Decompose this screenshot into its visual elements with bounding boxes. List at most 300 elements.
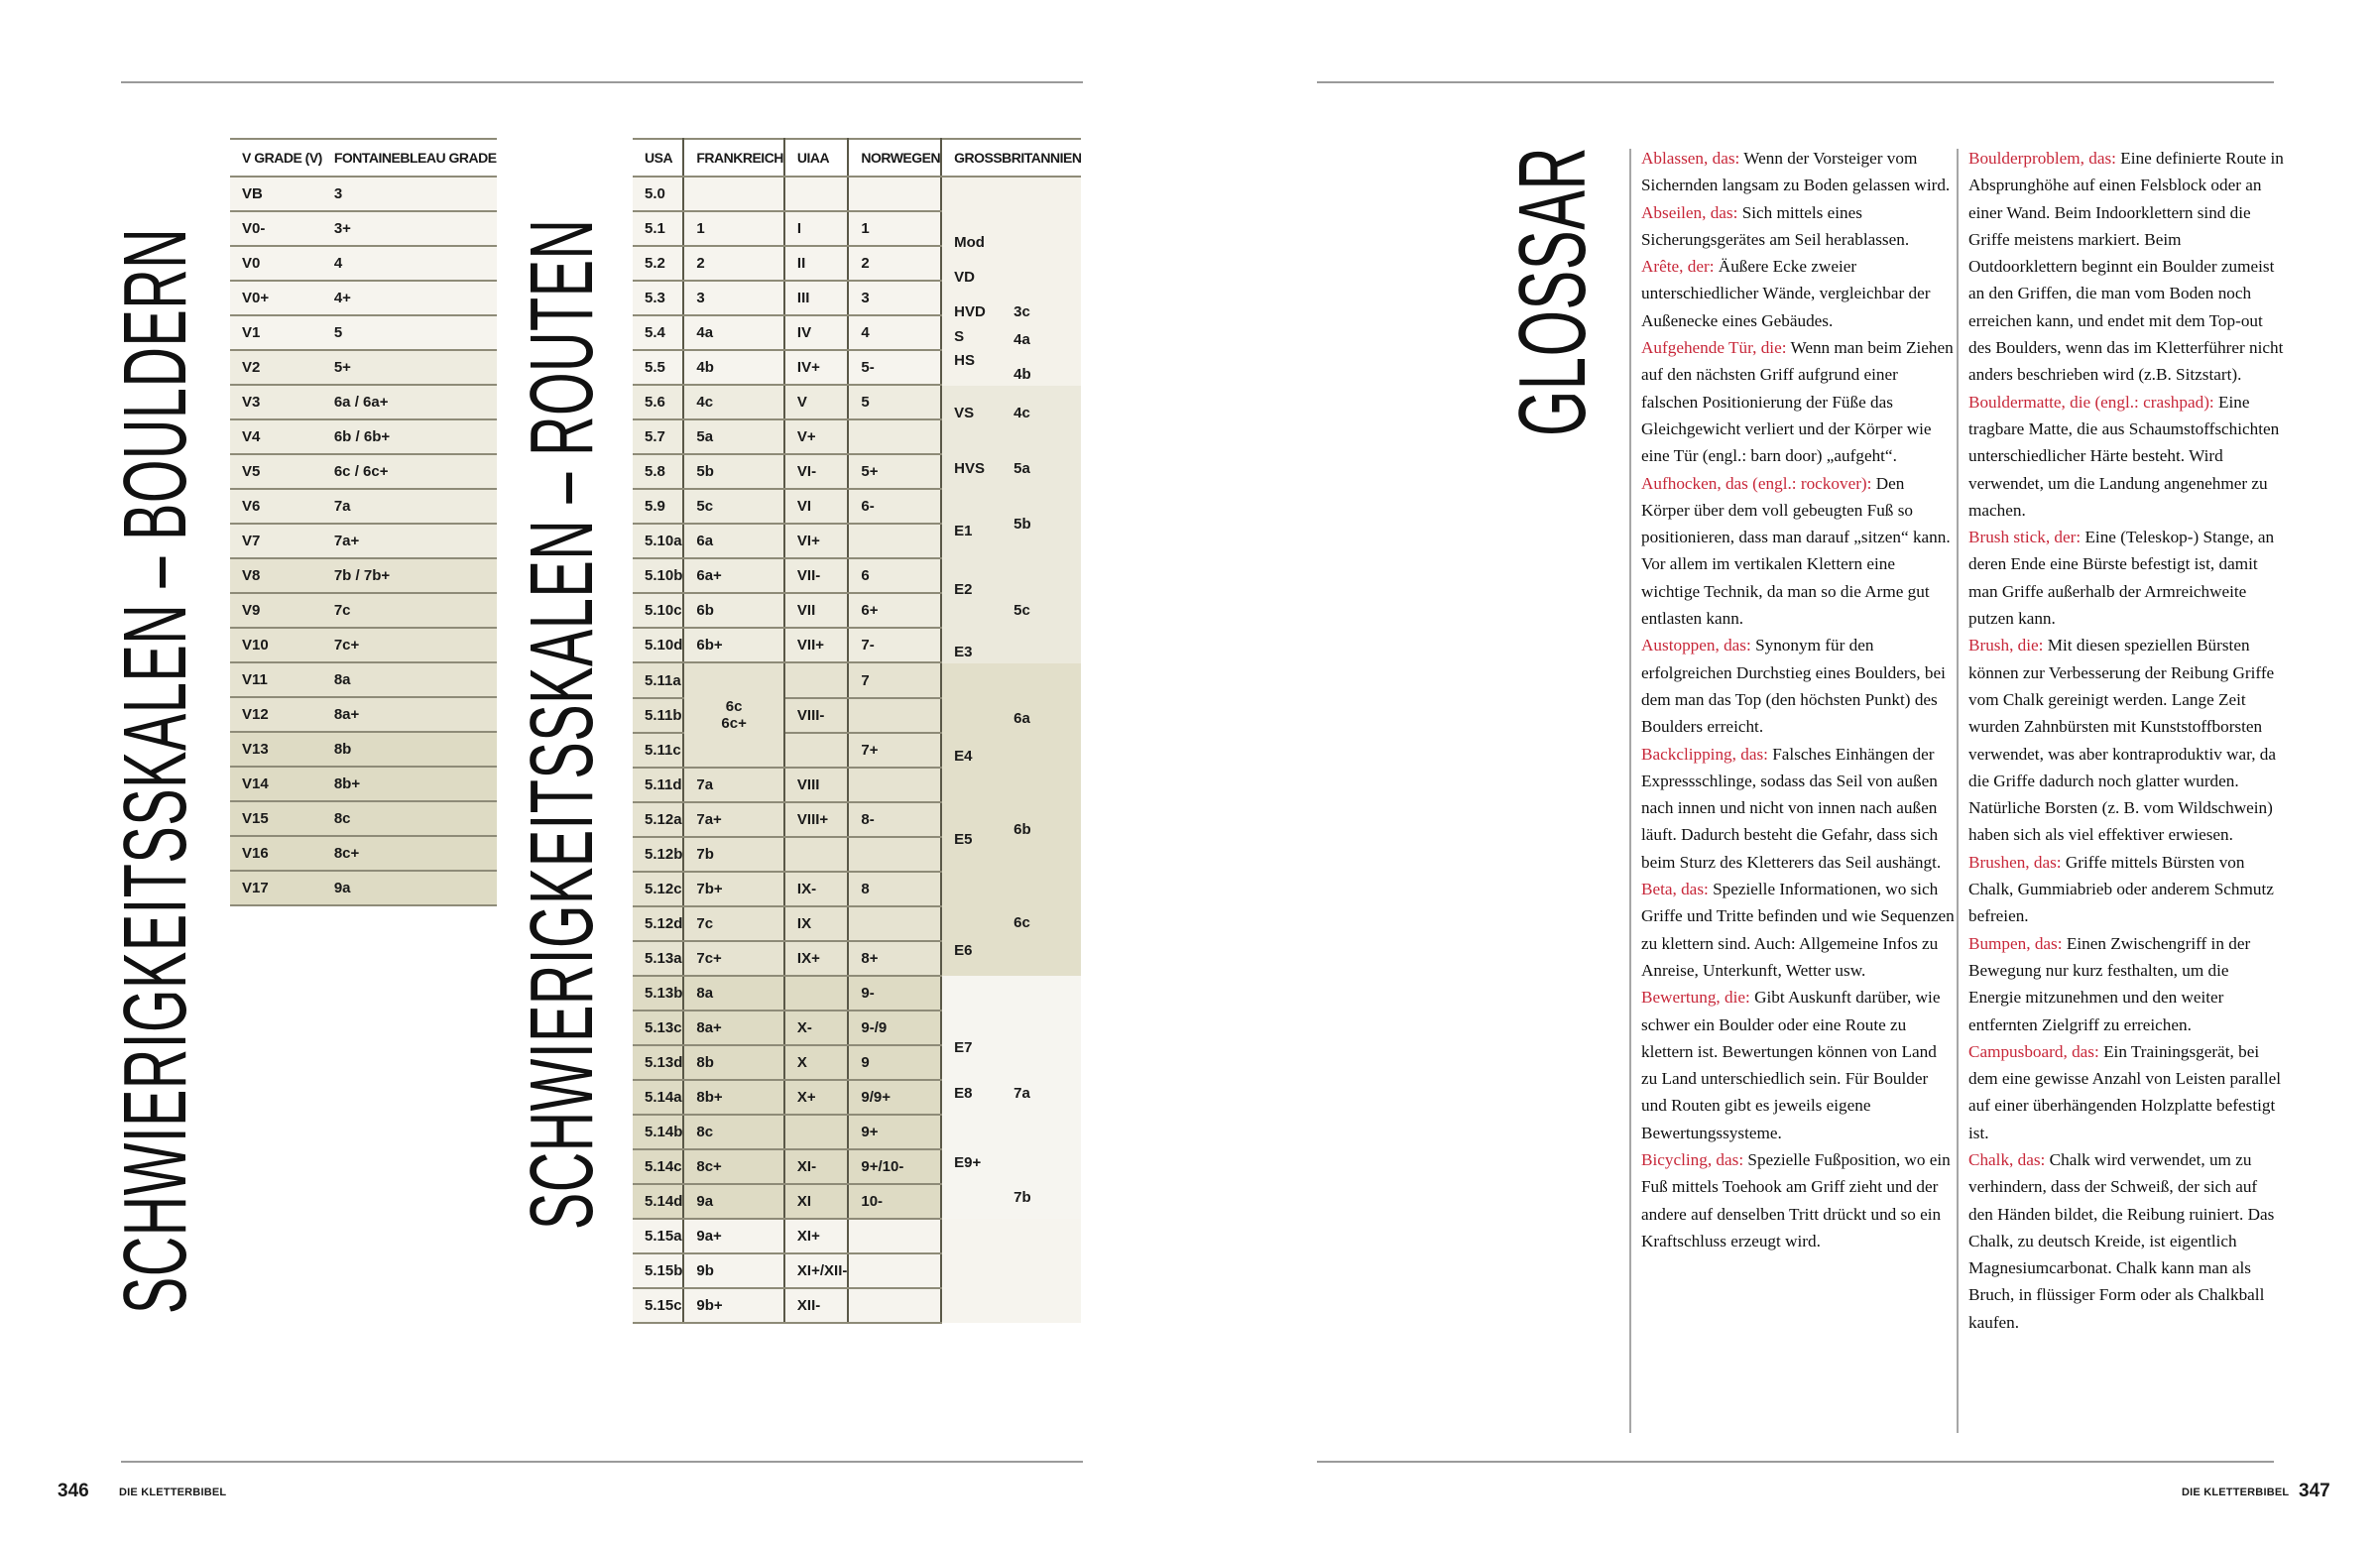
gb-technical-grade: 6b (1013, 820, 1031, 838)
uiaa-cell: IV+ (784, 350, 848, 385)
usa-cell: 5.14d (633, 1184, 683, 1219)
norwegen-cell: 9-/9 (848, 1011, 941, 1045)
gb-adjectival-grade: E7 (954, 1039, 973, 1056)
uiaa-cell (784, 177, 848, 211)
fontainebleau-cell: 5+ (322, 350, 497, 385)
fontainebleau-cell: 4 (322, 246, 497, 281)
glossary-definition: Eine (Teleskop-) Stange, an deren Ende eine Bürste befestigt ist, damit man Griffe außerhalb der Armreichweite putzen kann. (1968, 528, 2275, 629)
glossary-term: Brush, die: (1968, 636, 2044, 655)
frankreich-cell: 4c (683, 385, 784, 419)
glossary-definition: Chalk wird verwendet, um zu verhindern, dass der Schweiß, der sich auf den Händen bildet, die Reibung ruiniert. Das Chalk, zu deutsch Kreide, ist eigentlich Magnesiumcarbonat. Chalk kann man als Bruch, in flüssiger Form oder als Chalkball kaufen. (1968, 1149, 2275, 1332)
glossary-definition: Wenn der Vorsteiger vom Sichernden langsam zu Boden gelassen wird. (1641, 149, 1951, 195)
usa-cell: 5.11b (633, 698, 683, 733)
glossary-term: Arête, der: (1641, 257, 1715, 277)
usa-cell: 5.6 (633, 385, 683, 419)
glossary-definition: Griffe mittels Bürsten von Chalk, Gummiabrieb oder anderem Schmutz befreien. (1968, 852, 2274, 926)
glossary-term: Aufhocken, das (engl.: rockover): (1641, 473, 1872, 493)
glossary-column-2 (1968, 145, 2284, 1336)
norwegen-cell (848, 906, 941, 941)
v-grade-cell: V9 (230, 593, 322, 628)
boulder-table-row (230, 419, 497, 454)
frankreich-cell: 8a+ (683, 1011, 784, 1045)
fontainebleau-cell: 6c / 6c+ (322, 454, 497, 489)
boulder-table-row (230, 836, 497, 871)
frankreich-cell: 3 (683, 281, 784, 315)
boulder-table-row (230, 524, 497, 558)
uiaa-cell: VI- (784, 454, 848, 489)
norwegen-cell: 5 (848, 385, 941, 419)
glossary-entry (1968, 849, 2284, 930)
v-grade-cell: V8 (230, 558, 322, 593)
glossary-term: Bicycling, das: (1641, 1149, 1744, 1169)
boulder-table-row (230, 385, 497, 419)
norwegen-cell (848, 837, 941, 872)
frankreich-cell: 7a (683, 768, 784, 802)
norwegen-cell (848, 1288, 941, 1323)
frankreich-cell: 4b (683, 350, 784, 385)
v-grade-cell: V15 (230, 801, 322, 836)
usa-cell: 5.12b (633, 837, 683, 872)
glossary-entry (1641, 984, 1957, 1146)
frankreich-cell: 7b+ (683, 872, 784, 906)
boulder-grade-table (230, 138, 497, 906)
v-grade-cell: V7 (230, 524, 322, 558)
uiaa-cell: XII- (784, 1288, 848, 1323)
glossary-term: Brushen, das: (1968, 852, 2062, 872)
uiaa-cell: XI- (784, 1149, 848, 1184)
frankreich-cell: 7c (683, 906, 784, 941)
glossary-definition: Spezielle Fußposition, wo ein Fuß mittels Toehook am Griff zieht und der andere auf denselben Tritt drückt und so ein Kraftschluss erzeugt wird. (1641, 1149, 1951, 1250)
v-grade-cell: VB (230, 177, 322, 211)
glossary-definition: Falsches Einhängen der Expressschlinge, sodass das Seil von außen nach innen und nicht von innen nach außen läuft. Dadurch besteht die Gefahr, dass sich beim Sturz des Kletterers das Seil aushängt. (1641, 744, 1942, 872)
norwegen-cell: 9+ (848, 1115, 941, 1149)
usa-cell: 5.13a (633, 941, 683, 976)
gb-technical-grade: 4c (1013, 404, 1030, 421)
top-rule-right (1317, 81, 2274, 83)
route-header-row (633, 139, 1081, 177)
glossary-entry (1968, 1038, 2284, 1146)
glossary-entry (1641, 632, 1957, 740)
uiaa-cell: IX- (784, 872, 848, 906)
usa-cell: 5.12c (633, 872, 683, 906)
norwegen-cell: 9 (848, 1045, 941, 1080)
boulder-table-row (230, 246, 497, 281)
glossary-definition: Den Körper über dem voll gebeugten Fuß so positionieren, dass man darauf „sitzen“ kann. Vor allem im vertikalen Klettern eine wichtige Technik, da man so die Arme gut entlasten kann. (1641, 473, 1951, 629)
norwegen-cell: 5+ (848, 454, 941, 489)
fontainebleau-cell: 6a / 6a+ (322, 385, 497, 419)
frankreich-cell: 9b (683, 1253, 784, 1288)
fontainebleau-cell: 8a (322, 662, 497, 697)
v-grade-cell: V10 (230, 628, 322, 662)
norwegen-cell: 3 (848, 281, 941, 315)
fontainebleau-cell: 3 (322, 177, 497, 211)
column-divider-1 (1629, 149, 1631, 1433)
frankreich-cell (683, 177, 784, 211)
glossary-entry (1641, 199, 1957, 254)
glossary-definition: Eine tragbare Matte, die aus Schaumstoffschichten unterschiedlicher Härte besteht. Wird verwendet, um die Landung angenehmer zu machen. (1968, 392, 2280, 520)
header-v-grade: V GRADE (V) (230, 139, 322, 177)
title-routen: SCHWIERIGKEITSSKALEN – ROUTEN (513, 218, 612, 1230)
gb-adjectival-grade: HVD (954, 303, 986, 320)
v-grade-cell: V1 (230, 315, 322, 350)
glossary-entry (1641, 1146, 1957, 1254)
fontainebleau-cell: 7a (322, 489, 497, 524)
norwegen-cell: 4 (848, 315, 941, 350)
fontainebleau-cell: 7b / 7b+ (322, 558, 497, 593)
usa-cell: 5.4 (633, 315, 683, 350)
uiaa-cell: VI (784, 489, 848, 524)
v-grade-cell: V4 (230, 419, 322, 454)
frankreich-cell: 9b+ (683, 1288, 784, 1323)
gb-adjectival-grade: HVS (954, 459, 985, 477)
title-glossar: GLOSSAR (1499, 146, 1606, 436)
uiaa-cell (784, 1115, 848, 1149)
glossary-entry (1968, 524, 2284, 632)
v-grade-cell: V5 (230, 454, 322, 489)
usa-cell: 5.10a (633, 524, 683, 558)
norwegen-cell: 8- (848, 802, 941, 837)
boulder-table-row (230, 697, 497, 732)
usa-cell: 5.11a (633, 662, 683, 698)
v-grade-cell: V3 (230, 385, 322, 419)
fontainebleau-cell: 3+ (322, 211, 497, 246)
glossary-definition: Wenn man beim Ziehen auf den nächsten Griff aufgrund einer falschen Positionierung der Füße das Gleichgewicht verliert und der Körper wie eine Tür (engl.: barn door) „aufgeht“. (1641, 338, 1954, 466)
norwegen-cell (848, 419, 941, 454)
gb-adjectival-grade: S (954, 327, 965, 345)
gb-technical-grade: 5c (1013, 602, 1030, 619)
glossary-term: Bouldermatte, die (engl.: crashpad): (1968, 392, 2214, 412)
usa-cell: 5.14a (633, 1080, 683, 1115)
frankreich-cell: 8b+ (683, 1080, 784, 1115)
gb-adjectival-grade: E9+ (954, 1153, 982, 1171)
norwegen-cell: 10- (848, 1184, 941, 1219)
norwegen-cell: 9- (848, 976, 941, 1011)
uiaa-cell: XI+/XII- (784, 1253, 848, 1288)
boulder-table-row (230, 801, 497, 836)
usa-cell: 5.13d (633, 1045, 683, 1080)
frankreich-cell: 4a (683, 315, 784, 350)
uiaa-cell: VIII+ (784, 802, 848, 837)
v-grade-cell: V16 (230, 836, 322, 871)
frankreich-cell: 1 (683, 211, 784, 246)
header-frankreich: FRANKREICH (683, 139, 784, 177)
glossary-entry (1968, 930, 2284, 1038)
uiaa-cell (784, 976, 848, 1011)
usa-cell: 5.10d (633, 628, 683, 662)
header-uiaa: UIAA (784, 139, 848, 177)
fontainebleau-cell: 8a+ (322, 697, 497, 732)
frankreich-cell: 7c+ (683, 941, 784, 976)
v-grade-cell: V13 (230, 732, 322, 767)
page-number-left: 346 (58, 1481, 89, 1501)
usa-cell: 5.0 (633, 177, 683, 211)
frankreich-6c-plus: 6c+ (721, 715, 747, 732)
usa-cell: 5.15c (633, 1288, 683, 1323)
gb-technical-grade: 6a (1013, 709, 1030, 727)
glossary-definition: Sich mittels eines Sicherungsgerätes am Seil herablassen. (1641, 202, 1910, 249)
gb-technical-grade: 5b (1013, 515, 1031, 533)
glossary-term: Abseilen, das: (1641, 202, 1738, 222)
frankreich-cell: 6b+ (683, 628, 784, 662)
fontainebleau-cell: 5 (322, 315, 497, 350)
fontainebleau-cell: 8b (322, 732, 497, 767)
gb-technical-grade: 3c (1013, 303, 1030, 320)
glossary-definition: Spezielle Informationen, wo sich Griffe und Tritte befinden und wie Sequenzen zu klettern sind. Auch: Allgemeine Infos zu Anreise, Unterkunft, Wetter usw. (1641, 880, 1955, 980)
glossary-term: Campusboard, das: (1968, 1041, 2099, 1061)
frankreich-cell: 6a+ (683, 558, 784, 593)
uiaa-cell: VIII (784, 768, 848, 802)
usa-cell: 5.11d (633, 768, 683, 802)
glossary-entry (1968, 145, 2284, 389)
uiaa-cell (784, 662, 848, 698)
norwegen-cell: 1 (848, 211, 941, 246)
boulder-table-row (230, 315, 497, 350)
norwegen-cell: 9/9+ (848, 1080, 941, 1115)
glossary-entry (1641, 876, 1957, 984)
fontainebleau-cell: 8b+ (322, 767, 497, 801)
boulder-table-row (230, 177, 497, 211)
frankreich-cell: 8c+ (683, 1149, 784, 1184)
norwegen-cell (848, 1253, 941, 1288)
fontainebleau-cell: 9a (322, 871, 497, 905)
gb-adjectival-grade: VD (954, 269, 975, 286)
v-grade-cell: V2 (230, 350, 322, 385)
bottom-rule-left (121, 1461, 1083, 1463)
frankreich-cell: 5c (683, 489, 784, 524)
boulder-table-row (230, 558, 497, 593)
boulder-table-row (230, 593, 497, 628)
gb-adjectival-grade: E1 (954, 522, 973, 539)
glossary-definition: Mit diesen speziellen Bürsten können zur Verbesserung der Reibung Griffe vom Chalk gereinigt werden. Lange Zeit wurden Zahnbürsten mit Kunststoffborsten verwendet, was aber kontraproduktiv war, da die Griffe dadurch noch glatter wurden. Natürliche Borsten (z. B. vom Wildschwein) haben sich als viel effektiver erwiesen. (1968, 636, 2277, 845)
fontainebleau-cell: 4+ (322, 281, 497, 315)
norwegen-cell: 8 (848, 872, 941, 906)
glossary-entry (1641, 334, 1957, 469)
boulder-table-row (230, 454, 497, 489)
frankreich-cell: 9a+ (683, 1219, 784, 1253)
uiaa-cell: X+ (784, 1080, 848, 1115)
usa-cell: 5.10b (633, 558, 683, 593)
usa-cell: 5.5 (633, 350, 683, 385)
gb-adjectival-grade: E2 (954, 581, 973, 598)
uiaa-cell: V (784, 385, 848, 419)
frankreich-cell: 8a (683, 976, 784, 1011)
usa-cell: 5.2 (633, 246, 683, 281)
boulder-table-row (230, 871, 497, 905)
column-divider-2 (1957, 149, 1959, 1433)
frankreich-cell: 7b (683, 837, 784, 872)
boulder-table-row (230, 767, 497, 801)
uiaa-cell: IV (784, 315, 848, 350)
running-title-left: DIE KLETTERBIBEL (119, 1487, 227, 1498)
gb-technical-grade: 6c (1013, 914, 1030, 931)
boulder-table-row (230, 350, 497, 385)
usa-cell: 5.1 (633, 211, 683, 246)
boulder-header-row (230, 139, 497, 177)
usa-cell: 5.11c (633, 733, 683, 768)
v-grade-cell: V6 (230, 489, 322, 524)
frankreich-cell: 5a (683, 419, 784, 454)
boulder-table-row (230, 211, 497, 246)
gb-adjectival-grade: E5 (954, 831, 973, 848)
gb-technical-grade: 4a (1013, 331, 1030, 348)
glossary-definition: Äußere Ecke zweier unterschiedlicher Wände, vergleichbar der Außenecke eines Gebäudes. (1641, 257, 1931, 330)
fontainebleau-cell: 8c (322, 801, 497, 836)
glossary-entry (1968, 1146, 2284, 1336)
glossary-term: Bumpen, das: (1968, 933, 2063, 953)
glossary-term: Backclipping, das: (1641, 744, 1768, 764)
uiaa-cell: X- (784, 1011, 848, 1045)
frankreich-cell: 9a (683, 1184, 784, 1219)
running-title-right: DIE KLETTERBIBEL (2182, 1487, 2290, 1498)
gb-adjectival-grade: VS (954, 404, 975, 421)
uiaa-cell: VII+ (784, 628, 848, 662)
glossary-entry (1641, 470, 1957, 633)
fontainebleau-cell: 6b / 6b+ (322, 419, 497, 454)
usa-cell: 5.15a (633, 1219, 683, 1253)
gb-adjectival-grade: E6 (954, 942, 973, 959)
glossary-definition: Ein Trainingsgerät, bei dem eine gewisse Anzahl von Leisten parallel auf einer überhängenden Holzplatte befestigt ist. (1968, 1041, 2281, 1142)
usa-cell: 5.8 (633, 454, 683, 489)
bottom-rule-right (1317, 1461, 2274, 1463)
frankreich-cell: 7a+ (683, 802, 784, 837)
route-table-row (633, 177, 1081, 211)
uiaa-cell: XI+ (784, 1219, 848, 1253)
boulder-table-row (230, 732, 497, 767)
boulder-table-row (230, 281, 497, 315)
gb-adjectival-grade: E4 (954, 748, 973, 765)
frankreich-cell: 5b (683, 454, 784, 489)
norwegen-cell (848, 524, 941, 558)
frankreich-cell: 6b (683, 593, 784, 628)
glossary-definition: Gibt Auskunft darüber, wie schwer ein Boulder oder eine Route zu klettern ist. Bewertungen können von Land zu Land unterschiedlich sein. Für Boulder und Routen gibt es jeweils eigene Bewertungssysteme. (1641, 988, 1941, 1142)
boulder-table-row (230, 662, 497, 697)
uiaa-cell: IX (784, 906, 848, 941)
norwegen-cell: 2 (848, 246, 941, 281)
glossary-entry (1641, 741, 1957, 876)
glossary-term: Brush stick, der: (1968, 528, 2082, 547)
boulder-table-row (230, 628, 497, 662)
frankreich-merged-cell (683, 662, 784, 768)
glossary-entry (1968, 389, 2284, 524)
glossary-term: Ablassen, das: (1641, 149, 1740, 168)
gb-adjectival-grade: E8 (954, 1084, 973, 1102)
glossary-definition: Eine definierte Route in Absprunghöhe auf einen Felsblock oder an einer Wand. Beim Indoorklettern sind die Griffe meistens markiert. Beim Outdoorklettern beginnt ein Boulder zumeist an den Griffen, die man vom Boden noch erreichen kann, und endet mit dem Top-out des Boulders, wenn das im Kletterführer nicht anders beschrieben wird (z.B. Sitzstart). (1968, 149, 2284, 385)
uiaa-cell: I (784, 211, 848, 246)
norwegen-cell: 8+ (848, 941, 941, 976)
uiaa-cell (784, 733, 848, 768)
fontainebleau-cell: 8c+ (322, 836, 497, 871)
frankreich-cell: 8b (683, 1045, 784, 1080)
header-usa: USA (633, 139, 683, 177)
norwegen-cell: 6- (848, 489, 941, 524)
usa-cell: 5.13c (633, 1011, 683, 1045)
fontainebleau-cell: 7c+ (322, 628, 497, 662)
page-number-right: 347 (2299, 1481, 2330, 1501)
uiaa-cell: II (784, 246, 848, 281)
v-grade-cell: V14 (230, 767, 322, 801)
fontainebleau-cell: 7c (322, 593, 497, 628)
gb-tint-band (942, 663, 1081, 976)
glossary-column-1 (1641, 145, 1957, 1254)
frankreich-cell: 6a (683, 524, 784, 558)
v-grade-cell: V11 (230, 662, 322, 697)
uiaa-cell: VII (784, 593, 848, 628)
norwegen-cell: 7 (848, 662, 941, 698)
v-grade-cell: V0- (230, 211, 322, 246)
norwegen-cell: 5- (848, 350, 941, 385)
uiaa-cell (784, 837, 848, 872)
usa-cell: 5.15b (633, 1253, 683, 1288)
uiaa-cell: X (784, 1045, 848, 1080)
glossary-term: Aufgehende Tür, die: (1641, 338, 1787, 358)
gb-technical-grade: 7a (1013, 1084, 1030, 1102)
norwegen-cell (848, 1219, 941, 1253)
norwegen-cell: 6 (848, 558, 941, 593)
uiaa-cell: VIII- (784, 698, 848, 733)
header-fontainebleau: FONTAINEBLEAU GRADE (322, 139, 497, 177)
uiaa-cell: XI (784, 1184, 848, 1219)
frankreich-cell: 8c (683, 1115, 784, 1149)
usa-cell: 5.14c (633, 1149, 683, 1184)
glossary-term: Beta, das: (1641, 880, 1709, 899)
boulder-table-row (230, 489, 497, 524)
usa-cell: 5.12a (633, 802, 683, 837)
uiaa-cell: VII- (784, 558, 848, 593)
title-bouldern: SCHWIERIGKEITSSKALEN – BOULDERN (106, 227, 205, 1314)
norwegen-cell (848, 177, 941, 211)
glossary-entry (1641, 145, 1957, 199)
norwegen-cell: 7+ (848, 733, 941, 768)
route-grade-table (633, 138, 1081, 1324)
frankreich-cell: 2 (683, 246, 784, 281)
gb-adjectival-grade: E3 (954, 644, 973, 660)
v-grade-cell: V17 (230, 871, 322, 905)
norwegen-cell: 6+ (848, 593, 941, 628)
norwegen-cell (848, 698, 941, 733)
glossary-term: Chalk, das: (1968, 1149, 2046, 1169)
grossbritannien-column (941, 177, 1081, 1323)
glossary-definition: Einen Zwischengriff in der Bewegung nur kurz festhalten, um die Energie mitzunehmen und den weiter entfernten Zielgriff zu erreichen. (1968, 933, 2251, 1034)
v-grade-cell: V0+ (230, 281, 322, 315)
v-grade-cell: V0 (230, 246, 322, 281)
header-norwegen: NORWEGEN (848, 139, 941, 177)
norwegen-cell: 9+/10- (848, 1149, 941, 1184)
gb-adjectival-grade: HS (954, 352, 975, 369)
glossary-entry (1968, 632, 2284, 848)
usa-cell: 5.12d (633, 906, 683, 941)
glossary-entry (1641, 253, 1957, 334)
gb-technical-grade: 7b (1013, 1188, 1031, 1206)
v-grade-cell: V12 (230, 697, 322, 732)
usa-cell: 5.9 (633, 489, 683, 524)
header-grossbritannien: GROSSBRITANNIEN (941, 139, 1081, 177)
glossary-term: Boulderproblem, das: (1968, 149, 2116, 168)
usa-cell: 5.7 (633, 419, 683, 454)
gb-technical-grade: 5a (1013, 459, 1030, 477)
usa-cell: 5.13b (633, 976, 683, 1011)
frankreich-6c: 6c (725, 698, 743, 715)
glossary-term: Austoppen, das: (1641, 636, 1751, 655)
uiaa-cell: III (784, 281, 848, 315)
usa-cell: 5.3 (633, 281, 683, 315)
gb-adjectival-grade: Mod (954, 234, 985, 251)
uiaa-cell: VI+ (784, 524, 848, 558)
fontainebleau-cell: 7a+ (322, 524, 497, 558)
glossary-definition: Synonym für den erfolgreichen Durchstieg eines Boulders, bei dem man das Top (den höchsten Punkt) des Boulders erreicht. (1641, 636, 1946, 737)
uiaa-cell: V+ (784, 419, 848, 454)
uiaa-cell: IX+ (784, 941, 848, 976)
usa-cell: 5.14b (633, 1115, 683, 1149)
